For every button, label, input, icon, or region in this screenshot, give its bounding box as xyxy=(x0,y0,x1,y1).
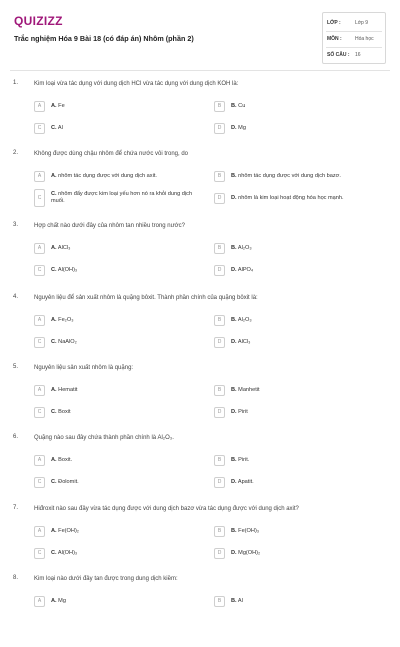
answer-option-c[interactable] xyxy=(34,120,204,136)
option-value: Al xyxy=(237,597,243,604)
option-text xyxy=(51,125,63,132)
question-number: 5. xyxy=(13,364,19,370)
option-value: Fe(OH)₃ xyxy=(238,527,260,534)
option-key: D. xyxy=(231,338,237,345)
option-letter: A xyxy=(34,385,45,396)
option-key: C. xyxy=(51,478,57,485)
question-text: Kim loại vừa tác dụng với dung dịch HCl vừa tác dụng với dung dịch KOH là: xyxy=(34,81,239,87)
option-letter: D xyxy=(214,548,225,559)
option-key: B. xyxy=(231,244,237,251)
option-letter: C xyxy=(34,407,45,418)
option-key: A. xyxy=(51,456,57,463)
answer-option-c[interactable] xyxy=(34,404,204,420)
option-text xyxy=(231,125,246,132)
answer-option-d[interactable] xyxy=(214,545,384,561)
answer-option-a[interactable] xyxy=(34,168,204,184)
answer-option-b[interactable] xyxy=(214,593,384,609)
option-key: A. xyxy=(51,172,57,179)
question-number: 8. xyxy=(13,575,19,581)
option-value: Mg(OH)₂ xyxy=(238,549,261,556)
option-letter: D xyxy=(214,123,225,134)
answer-option-b[interactable] xyxy=(214,312,384,328)
option-key: C. xyxy=(51,549,57,556)
answer-option-d[interactable] xyxy=(214,120,384,136)
info-value: 16 xyxy=(355,52,361,58)
question-text: Không được dùng chậu nhôm để chứa nước vôi trong, do xyxy=(34,151,189,157)
option-text xyxy=(51,173,157,180)
option-value: AlCl₃ xyxy=(57,244,71,251)
answer-option-c[interactable] xyxy=(34,334,204,350)
option-letter: A xyxy=(34,101,45,112)
answer-option-c[interactable] xyxy=(34,190,199,206)
option-text xyxy=(231,387,260,394)
answer-option-a[interactable] xyxy=(34,593,204,609)
info-value: Hóa học xyxy=(355,36,374,42)
option-text xyxy=(51,317,74,324)
option-letter: B xyxy=(214,171,225,182)
option-text xyxy=(51,245,70,252)
option-text xyxy=(231,245,252,252)
quizizz-logo: QUIZIZZ xyxy=(14,14,63,28)
answer-option-b[interactable] xyxy=(214,98,384,114)
option-key: C. xyxy=(51,124,57,131)
question-item xyxy=(0,505,400,577)
option-letter: A xyxy=(34,315,45,326)
question-item xyxy=(0,80,400,152)
info-value: Lớp 9 xyxy=(355,20,369,26)
answer-option-b[interactable] xyxy=(214,452,384,468)
answer-option-d[interactable] xyxy=(214,190,384,206)
option-key: D. xyxy=(231,408,237,415)
answer-option-b[interactable] xyxy=(214,523,384,539)
option-value: Al₂O₃ xyxy=(237,244,252,251)
question-text: Nguyên liệu để sản xuất nhôm là quặng bôxit. Thành phần chính của quặng bôxit là: xyxy=(34,295,258,301)
option-key: B. xyxy=(231,456,237,463)
question-item xyxy=(0,434,400,506)
option-letter: D xyxy=(214,265,225,276)
info-box xyxy=(322,12,386,64)
question-text: Kim loại nào dưới đây tan được trong dung dịch kiềm: xyxy=(34,576,178,582)
option-letter: B xyxy=(214,526,225,537)
option-text xyxy=(231,339,250,346)
answer-option-d[interactable] xyxy=(214,262,384,278)
option-text xyxy=(51,387,77,394)
option-key: C. xyxy=(51,338,57,345)
option-letter: C xyxy=(34,337,45,348)
option-value: Pirit. xyxy=(238,456,250,463)
option-text xyxy=(51,550,77,557)
question-number: 6. xyxy=(13,434,19,440)
option-letter: D xyxy=(214,477,225,488)
option-value: Cu xyxy=(238,102,246,109)
question-item xyxy=(0,222,400,294)
option-key: A. xyxy=(51,102,57,109)
question-text: Hợp chất nào dưới đây của nhôm tan nhiều trong nước? xyxy=(34,223,185,229)
answer-option-a[interactable] xyxy=(34,523,204,539)
info-label: SỐ CÂU : xyxy=(327,52,350,58)
option-key: B. xyxy=(231,316,237,323)
answer-option-b[interactable] xyxy=(214,240,384,256)
option-key: A. xyxy=(51,597,57,604)
option-key: A. xyxy=(51,386,57,393)
info-row-grade xyxy=(327,16,381,30)
option-value: Mg xyxy=(238,124,246,131)
answer-option-c[interactable] xyxy=(34,545,204,561)
option-value: nhôm tác dụng được với dung dịch bazơ. xyxy=(238,172,341,179)
answer-option-a[interactable] xyxy=(34,240,204,256)
answer-option-c[interactable] xyxy=(34,474,204,490)
question-item xyxy=(0,150,400,222)
question-item xyxy=(0,364,400,436)
option-value: Đolomit. xyxy=(58,478,79,485)
option-text xyxy=(231,195,344,202)
question-number: 4. xyxy=(13,294,19,300)
option-value: nhôm là kim loại hoạt động hóa học mạnh. xyxy=(238,194,344,201)
answer-option-a[interactable] xyxy=(34,382,204,398)
info-row-subject xyxy=(327,32,381,46)
option-value: Pirit xyxy=(238,408,248,415)
option-value: Fe₂O₃ xyxy=(58,316,74,323)
option-text xyxy=(231,409,248,416)
option-text xyxy=(51,457,72,464)
option-letter: C xyxy=(34,189,45,207)
question-number: 3. xyxy=(13,222,19,228)
option-key: B. xyxy=(231,386,237,393)
option-text xyxy=(51,103,65,110)
answer-option-c[interactable] xyxy=(34,262,204,278)
option-text xyxy=(51,598,66,605)
option-key: C. xyxy=(51,408,57,415)
option-letter: C xyxy=(34,265,45,276)
option-key: D. xyxy=(231,266,237,273)
question-text: Quặng nào sau đây chứa thành phần chính là Al₂O₃. xyxy=(34,435,174,441)
option-letter: B xyxy=(214,596,225,607)
option-letter: A xyxy=(34,171,45,182)
option-key: A. xyxy=(51,527,57,534)
option-key: B. xyxy=(231,102,237,109)
option-key: D. xyxy=(231,478,237,485)
header-divider xyxy=(10,70,390,71)
option-key: C. xyxy=(51,191,57,197)
option-letter: B xyxy=(214,243,225,254)
option-text xyxy=(231,457,249,464)
option-text xyxy=(51,528,79,535)
option-text xyxy=(51,191,199,205)
answer-option-d[interactable] xyxy=(214,474,384,490)
option-letter: A xyxy=(34,596,45,607)
option-value: NaAlO₂ xyxy=(58,338,77,345)
option-value: Al₂O₃ xyxy=(237,316,252,323)
answer-option-a[interactable] xyxy=(34,452,204,468)
option-letter: D xyxy=(214,407,225,418)
option-text xyxy=(51,409,71,416)
option-value: Al(OH)₃ xyxy=(57,266,78,273)
option-value: AlCl₃ xyxy=(237,338,251,345)
option-text xyxy=(231,267,253,274)
option-value: Hematit xyxy=(58,386,78,393)
info-row-count xyxy=(327,48,381,62)
option-value: Manhetit xyxy=(238,386,260,393)
page-title: Trắc nghiệm Hóa 9 Bài 18 (có đáp án) Nhôm (phần 2) xyxy=(14,34,194,43)
option-text xyxy=(51,267,77,274)
option-value: Al(OH)₃ xyxy=(57,549,78,556)
option-text xyxy=(231,173,341,180)
option-letter: C xyxy=(34,123,45,134)
answer-option-b[interactable] xyxy=(214,168,384,184)
option-letter: A xyxy=(34,455,45,466)
option-key: A. xyxy=(51,316,57,323)
info-label: LỚP : xyxy=(327,20,341,26)
option-value: nhôm đẩy được kim loại yếu hơn nó ra khỏi dung dịch muối. xyxy=(51,191,193,204)
question-text: Nguyên liệu sản xuất nhôm là quặng: xyxy=(34,365,134,371)
option-value: nhôm tác dụng được với dung dịch axit. xyxy=(58,172,157,179)
option-text xyxy=(231,317,252,324)
option-key: A. xyxy=(51,244,57,251)
option-key: B. xyxy=(231,527,237,534)
option-value: Boxit. xyxy=(58,456,73,463)
option-text xyxy=(231,550,260,557)
answer-option-d[interactable] xyxy=(214,334,384,350)
option-letter: D xyxy=(214,337,225,348)
option-key: B. xyxy=(231,597,237,604)
question-number: 7. xyxy=(13,505,19,511)
option-text xyxy=(231,598,243,605)
question-text: Hiđroxit nào sau đây vừa tác dụng được với dung dịch bazơ vừa tác dụng được với dung dịch axit? xyxy=(34,506,299,512)
option-letter: C xyxy=(34,477,45,488)
option-key: B. xyxy=(231,172,237,179)
answer-option-d[interactable] xyxy=(214,404,384,420)
option-value: Apatit. xyxy=(237,478,254,485)
question-number: 1. xyxy=(13,80,19,86)
option-text xyxy=(231,528,259,535)
option-value: Fe xyxy=(58,102,65,109)
option-key: D. xyxy=(231,194,237,201)
option-letter: B xyxy=(214,455,225,466)
option-text xyxy=(51,479,79,486)
option-letter: A xyxy=(34,243,45,254)
answer-option-a[interactable] xyxy=(34,98,204,114)
option-text xyxy=(51,339,77,346)
option-key: D. xyxy=(231,124,237,131)
info-label: MÔN : xyxy=(327,36,342,42)
option-value: Fe(OH)₂ xyxy=(58,527,79,534)
option-value: Boxit xyxy=(58,408,71,415)
option-letter: B xyxy=(214,385,225,396)
answer-option-b[interactable] xyxy=(214,382,384,398)
option-letter: D xyxy=(214,193,225,204)
option-letter: A xyxy=(34,526,45,537)
option-value: Al xyxy=(57,124,63,131)
option-key: C. xyxy=(51,266,57,273)
question-item xyxy=(0,294,400,366)
option-letter: B xyxy=(214,101,225,112)
option-letter: B xyxy=(214,315,225,326)
option-letter: C xyxy=(34,548,45,559)
option-key: D. xyxy=(231,549,237,556)
question-item xyxy=(0,575,400,647)
option-text xyxy=(231,479,254,486)
question-number: 2. xyxy=(13,150,19,156)
option-value: AlPO₄ xyxy=(237,266,254,273)
option-text xyxy=(231,103,245,110)
answer-option-a[interactable] xyxy=(34,312,204,328)
option-value: Mg xyxy=(58,597,66,604)
